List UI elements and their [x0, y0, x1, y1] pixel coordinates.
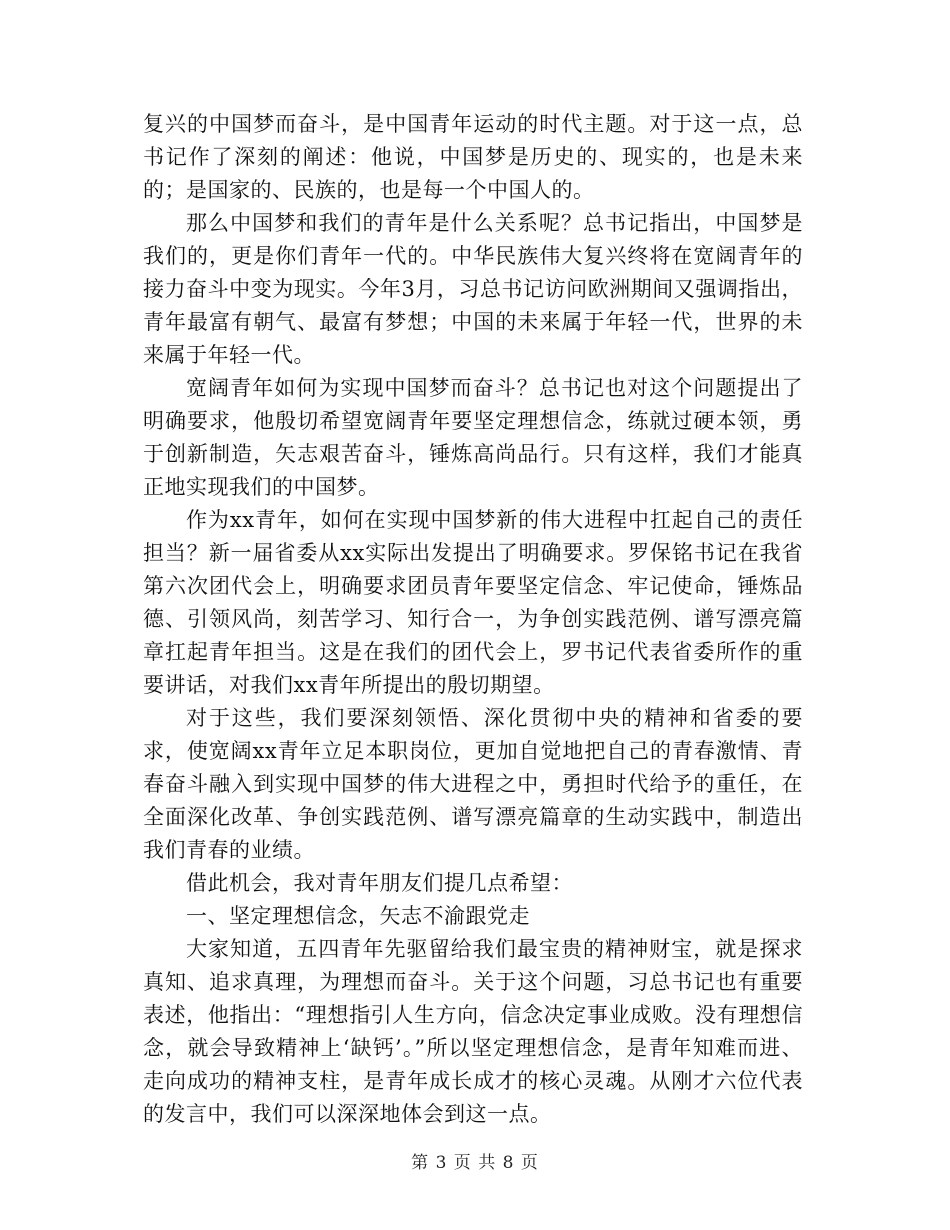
paragraph-5: 对于这些，我们要深刻领悟、深化贯彻中央的精神和省委的要求，使宽阔xx青年立足本职岗位，更加自觉地把自己的青春激情、青春奋斗融入到实现中国梦的伟大进程之中，勇担时代给予的重任，在全面深化改革、争创实践范例、谱写漂亮篇章的生动实践中，制造出我们青春的业绩。 — [143, 706, 803, 862]
section-heading: 一、坚定理想信念，矢志不渝跟党走 — [186, 904, 530, 928]
paragraph-1: 复兴的中国梦而奋斗，是中国青年运动的时代主题。对于这一点，总书记作了深刻的阐述：他说，中国梦是历史的、现实的，也是未来的；是国家的、民族的，也是每一个中国人的。 — [143, 112, 803, 202]
paragraph-6: 借此机会，我对青年朋友们提几点希望： — [186, 871, 573, 895]
paragraph-2: 那么中国梦和我们的青年是什么关系呢？总书记指出，中国梦是我们的，更是你们青年一代的。中华民族伟大复兴终将在宽阔青年的接力奋斗中变为现实。今年3月，习总书记访问欧洲期间又强调指出，青年最富有朝气、最富有梦想；中国的未来属于年轻一代，世界的未来属于年轻一代。 — [143, 211, 803, 367]
paragraph-7: 大家知道，五四青年先驱留给我们最宝贵的精神财宝，就是探求真知、追求真理，为理想而奋斗。关于这个问题，习总书记也有重要表述，他指出：“理想指引人生方向，信念决定事业成败。没有理想信念，就会导致精神上‘缺钙’。”所以坚定理想信念，是青年知难而进、走向成功的精神支柱，是青年成长成才的核心灵魂。从刚才六位代表的发言中，我们可以深深地体会到这一点。 — [143, 937, 803, 1126]
paragraph-3: 宽阔青年如何为实现中国梦而奋斗？总书记也对这个问题提出了明确要求，他殷切希望宽阔青年要坚定理想信念，练就过硬本领，勇于创新制造，矢志艰苦奋斗，锤炼高尚品行。只有这样，我们才能真正地实现我们的中国梦。 — [143, 376, 803, 499]
paragraph-4: 作为xx青年，如何在实现中国梦新的伟大进程中扛起自己的责任担当？新一届省委从xx实际出发提出了明确要求。罗保铭书记在我省第六次团代会上，明确要求团员青年要坚定信念、牢记使命，锤炼品德、引领风尚，刻苦学习、知行合一，为争创实践范例、谱写漂亮篇章扛起青年担当。这是在我们的团代会上，罗书记代表省委所作的重要讲话，对我们xx青年所提出的殷切期望。 — [143, 508, 803, 697]
page-number-footer: 第 3 页 共 8 页 — [411, 1153, 539, 1173]
document-body — [143, 108, 803, 1131]
